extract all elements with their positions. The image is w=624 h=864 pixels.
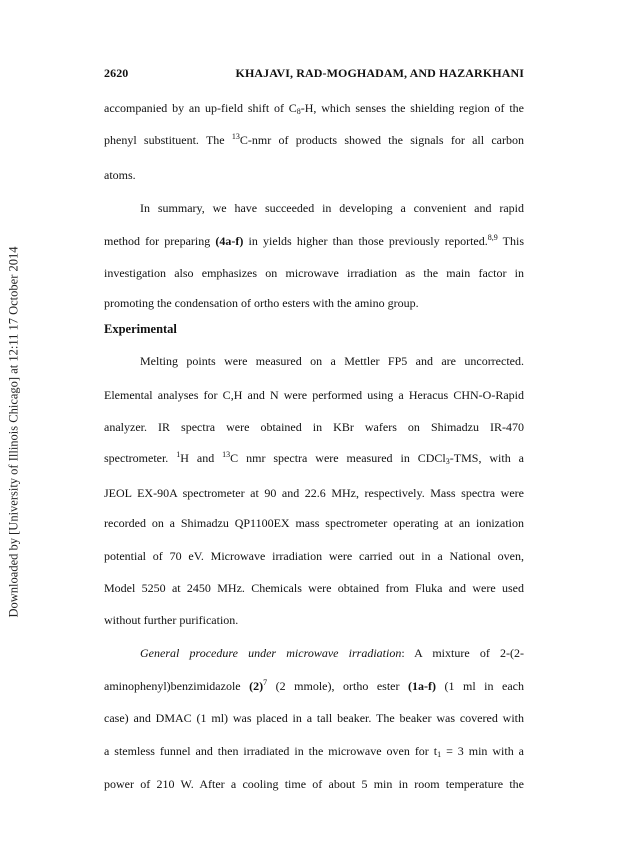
body-line: analyzer. IR spectra were obtained in KBr wafers on Shimadzu IR-470 <box>104 420 524 434</box>
body-line: potential of 70 eV. Microwave irradiation were carried out in a National oven, <box>104 549 524 563</box>
body-line: General procedure under microwave irradiation: A mixture of 2-(2- <box>140 646 524 660</box>
body-line: accompanied by an up-field shift of $C_8-H$, which senses the shielding region of the <box>104 101 524 116</box>
body-line: Model 5250 at 2450 MHz. Chemicals were obtained from Fluka and were used <box>104 581 524 595</box>
body-line: without further purification. <box>104 613 239 627</box>
body-line: investigation also emphasizes on microwave irradiation as the main factor in <box>104 266 524 280</box>
body-line: Elemental analyses for C,H and N were performed using a Heracus CHN-O-Rapid <box>104 388 524 402</box>
body-line: Melting points were measured on a Mettler FP5 and are uncorrected. <box>140 354 524 368</box>
body-line: In summary, we have succeeded in developing a convenient and rapid <box>140 201 524 215</box>
body-line: atoms. <box>104 168 136 182</box>
body-line: phenyl substituent. The $^{13}$C-nmr of products showed the signals for all carbon <box>104 132 524 147</box>
body-line: power of 210 W. After a cooling time of about 5 min in room temperature the <box>104 777 524 791</box>
body-line: a stemless funnel and then irradiated in the microwave oven for $t_1 = 3$ min with a <box>104 744 524 759</box>
body-line: recorded on a Shimadzu QP1100EX mass spectrometer operating at an ionization <box>104 516 524 530</box>
running-title: KHAJAVI, RAD-MOGHADAM, AND HAZARKHANI <box>235 66 524 80</box>
body-line: promoting the condensation of ortho esters with the amino group. <box>104 296 419 310</box>
section-heading: Experimental <box>104 322 177 336</box>
body-line: aminophenyl)benzimidazole $(2)^7$ (2 mmole), ortho ester (1a-f) (1 ml in each <box>104 678 524 693</box>
body-line: case) and DMAC (1 ml) was placed in a tall beaker. The beaker was covered with <box>104 711 524 725</box>
download-watermark: Downloaded by [University of Illinois Chicago] at 12:11 17 October 2014 <box>6 246 21 618</box>
page-number: 2620 <box>104 66 129 80</box>
body-line: JEOL EX-90A spectrometer at 90 and 22.6 MHz, respectively. Mass spectra were <box>104 486 524 500</box>
body-line: method for preparing (4a-f) in yields higher than those previously reported.$^{8,9}$ This <box>104 233 524 248</box>
body-line: spectrometer. $^1$H and $^{13}$C nmr spectra were measured in CDCl$_3$-TMS, with a <box>104 450 525 466</box>
